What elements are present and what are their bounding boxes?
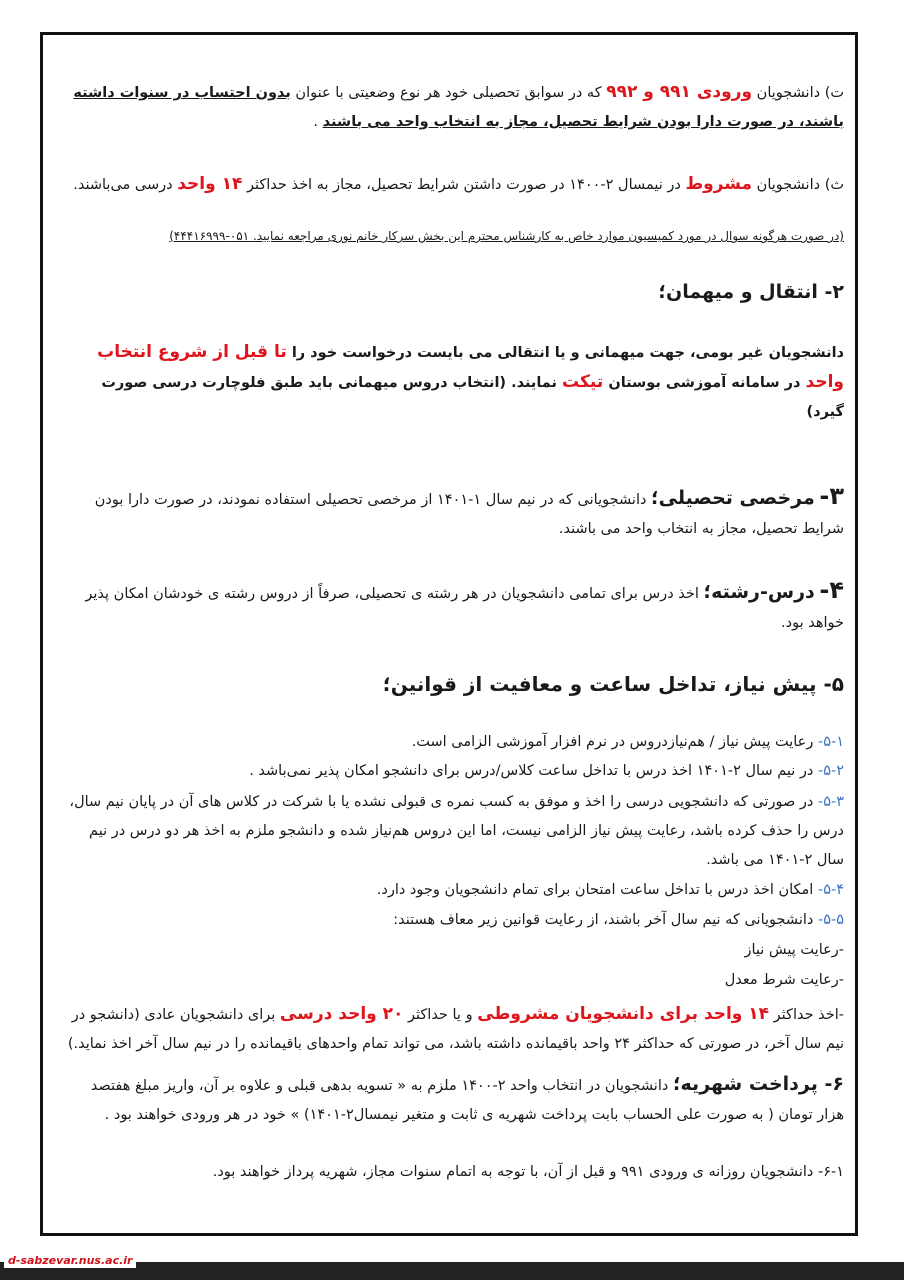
item-text: در صورتی که دانشجویی درسی را اخذ و موفق به کسب نمره ی قبولی نشده یا با شرکت در کلاس های آن در پایان نیم سال، درس را حذف کرده باشد، رعایت پیش نیاز الزامی نیست، اما این دروس هم‌نیاز شده و دانشجو ملزم به اخذ هر دو درس در نیم سال ۲-۱۴۰۱ می باشد. <box>69 794 844 868</box>
item-5-2 <box>60 757 844 786</box>
item-text: رعایت پیش نیاز / هم‌نیازدروس در نرم افزار آموزشی الزامی است. <box>411 734 814 750</box>
text: در نیمسال ۲-۱۴۰۰ در صورت داشتن شرایط تحصیل، مجاز به اخذ حداکثر <box>246 177 681 193</box>
section-3 <box>60 482 844 544</box>
footer-url: d-sabzevar.nus.ac.ir <box>4 1253 136 1268</box>
section-body: اخذ درس برای تمامی دانشجویان در هر رشته ی تحصیلی، صرفاً از دروس رشته ی خودشان امکان پذیر خواهد بود. <box>85 586 844 631</box>
section-title: مرخصی تحصیلی؛ <box>651 487 815 509</box>
section-number: ۳- <box>819 482 844 510</box>
highlight: تا قبل از شروع انتخاب واحد <box>97 342 844 392</box>
item-number: ۵-۱- <box>817 734 844 750</box>
text: دانشجویان غیر بومی، جهت میهمانی و یا انتقالی می بایست درخواست خود را <box>291 345 844 361</box>
highlight: ۲۰ واحد درسی <box>279 1004 404 1024</box>
item-number: ۵-۵- <box>817 912 844 928</box>
item-number: ۵-۴- <box>817 882 844 898</box>
text: . <box>313 114 319 130</box>
item-5-4 <box>60 876 844 905</box>
highlight: مشروط <box>685 174 753 194</box>
item-6-1: ۶-۱- دانشجویان روزانه ی ورودی ۹۹۱ و قبل از آن، با توجه به اتمام سنوات مجاز، شهریه پرداز خواهند بود. <box>212 1164 844 1180</box>
text: و یا حداکثر <box>408 1007 473 1023</box>
bold-text: بدون احتساب در سنوات داشته باشند، در صورت دارا بودن شرایط تحصیل، مجاز به انتخاب واحد می باشند <box>73 85 844 130</box>
text: -اخذ حداکثر <box>773 1007 844 1023</box>
section-6 <box>60 1070 844 1130</box>
section-title: درس-رشته؛ <box>703 581 815 603</box>
item-text: در نیم سال ۲-۱۴۰۱ اخذ درس با تداخل ساعت کلاس/درس برای دانشجو امکان پذیر نمی‌باشد . <box>249 763 814 779</box>
item-5-1 <box>60 728 844 757</box>
exemption-gpa: -رعایت شرط معدل <box>724 972 844 988</box>
text: نمایند. (انتخاب دروس میهمانی باید طبق فلوچارت درسی صورت گیرد) <box>101 375 844 420</box>
highlight: تیکت <box>562 372 604 392</box>
section-number: ۴- <box>819 576 844 604</box>
text: ت) دانشجویان <box>756 85 844 101</box>
paragraph-s <box>60 170 844 200</box>
text: در سامانه آموزشی بوستان <box>608 375 801 391</box>
section-body: دانشجویانی که در نیم سال ۱-۱۴۰۱ از مرخصی تحصیلی استفاده نمودند، در صورت دارا بودن شرایط تحصیل، مجاز به انتخاب واحد می باشند. <box>94 492 844 537</box>
item-5-5 <box>60 906 844 935</box>
text: که در سوابق تحصیلی خود هر نوع وضعیتی با عنوان <box>295 85 602 101</box>
item-text: دانشجویانی که نیم سال آخر باشند، از رعایت قوانین زیر معاف هستند: <box>393 912 814 928</box>
contact-note: (در صورت هرگونه سوال در مورد کمیسیون موارد خاص به کارشناس محترم این بخش سرکار خانم نوری مراجعه نمایید. ۰۵۱-۴۴۴۱۶۹۹۹) <box>169 229 844 243</box>
section-5-heading: ۵- پیش نیاز، تداخل ساعت و معافیت از قوانین؛ <box>382 672 844 696</box>
section-2-heading: ۲- انتقال و میهمان؛ <box>658 281 844 303</box>
paragraph-t <box>60 78 844 137</box>
item-number: ۵-۲- <box>817 763 844 779</box>
highlight: ورودی ۹۹۱ و ۹۹۲ <box>606 82 753 102</box>
highlight: ۱۴ واحد برای دانشجویان مشروطی <box>477 1004 770 1024</box>
item-text: امکان اخذ درس با تداخل ساعت امتحان برای تمام دانشجویان وجود دارد. <box>376 882 814 898</box>
text: برای دانشجویان عادی (دانشجو در نیم سال آخر، در صورتی که حداکثر ۲۴ واحد باقیمانده داشته باشد، می تواند تمام واحدهای باقیمانده را در نیم سال آخر اخذ نماید.) <box>67 1007 844 1052</box>
max-units-rule <box>60 1000 844 1059</box>
section-body: دانشجویان در انتخاب واحد ۲-۱۴۰۰ ملزم به « تسویه بدهی قبلی و علاوه بر آن، واریز مبلغ هفتصد هزار تومان ( به صورت علی الحساب بابت پرداخت شهریه ی ثابت و متغیر نیمسال۲-۱۴۰۱) » خود در هر ورودی خواهند بود . <box>90 1078 844 1123</box>
exemption-prerequisite: -رعایت پیش نیاز <box>744 942 844 958</box>
item-number: ۵-۳- <box>817 794 844 810</box>
section-title: ۶- پرداخت شهریه؛ <box>672 1073 844 1095</box>
section-4 <box>60 576 844 638</box>
text: درسی می‌باشند. <box>73 177 173 193</box>
section-2-body <box>60 338 844 427</box>
item-5-3 <box>60 788 844 875</box>
highlight: ۱۴ واحد <box>177 174 243 194</box>
text: ث) دانشجویان <box>756 177 844 193</box>
